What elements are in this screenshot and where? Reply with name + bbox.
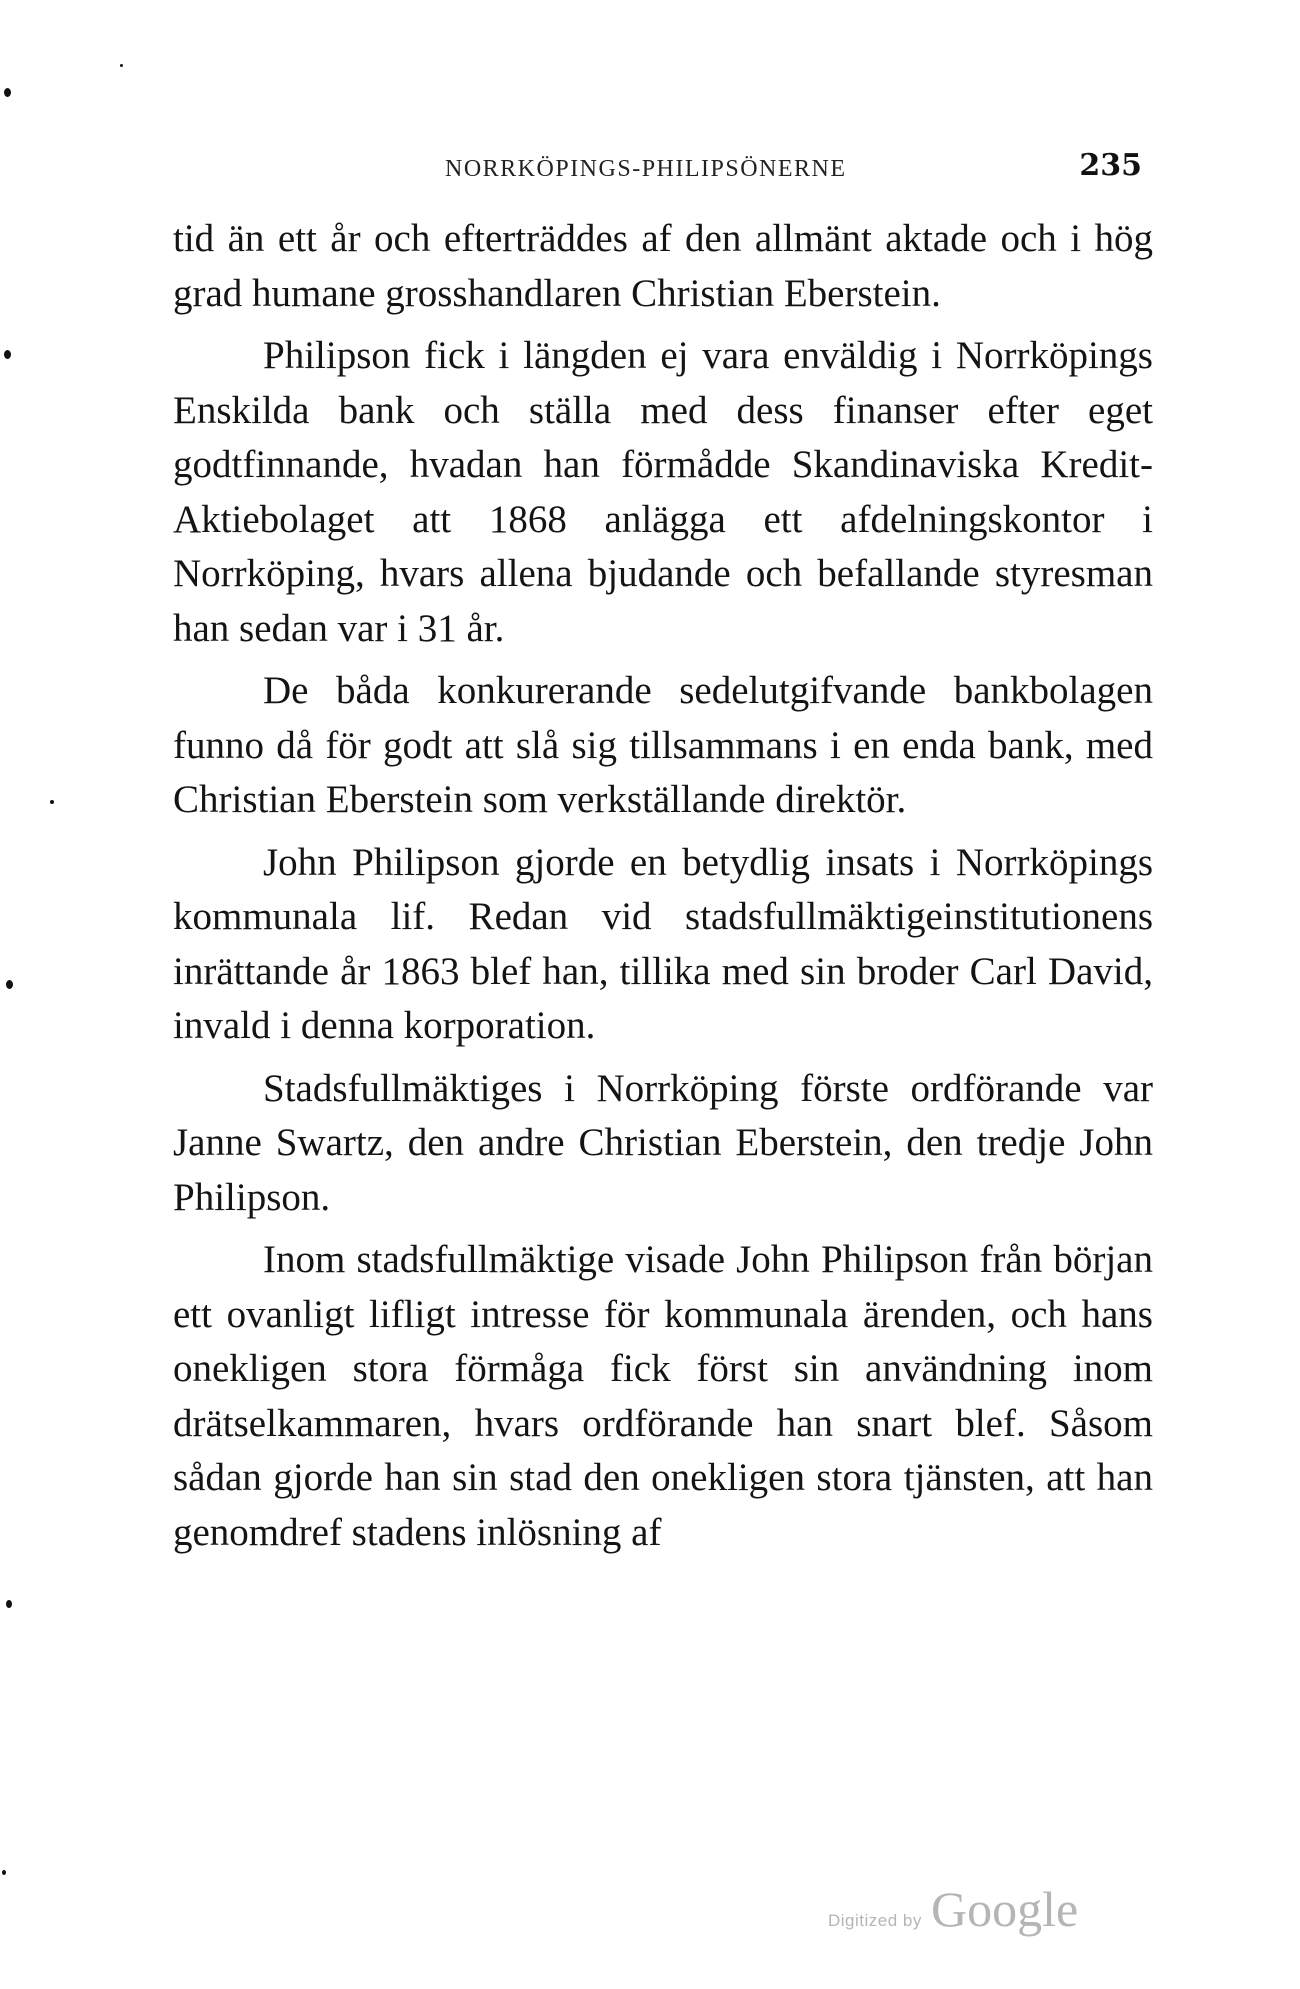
scan-speck bbox=[120, 64, 123, 67]
running-title: NORRKÖPINGS-PHILIPSÖNERNE bbox=[445, 156, 847, 182]
google-logo: Google bbox=[930, 1881, 1079, 1937]
scan-speck bbox=[4, 88, 11, 97]
digitized-by-google-watermark bbox=[828, 1880, 1078, 1940]
paragraph: Philipson fick i längden ej vara enväldig i Norrköpings Enskilda bank och ställa med dess finanser efter eget godtfinnande, hvadan han förmådde Skandinaviska Kredit-Aktiebolaget att 1868 anlägga ett afdelningskontor i Norrköping, hvars allena bjudande och befallande styresman han sedan var i 31 år. bbox=[173, 334, 1153, 650]
paragraph: John Philipson gjorde en betydlig insats i Norrköpings kommunala lif. Redan vid stadsfullmäktigeinstitutionens inrättande år 1863 blef han, tillika med sin broder Carl David, invald i denna korporation. bbox=[173, 840, 1153, 1047]
paragraph: De båda konkurerande sedelutgifvande bankbolagen funno då för godt att slå sig tillsammans i en enda bank, med Christian Eberstein som verkställande direktör. bbox=[173, 669, 1153, 821]
paragraph: Inom stadsfullmäktige visade John Philipson från början ett ovanligt lifligt intresse för kommunala ärenden, och hans onekligen stora förmåga fick först sin användning inom drätselkammaren, hvars ordförande han snart blef. Såsom sådan gjorde han sin stad den onekligen stora tjänsten, att han genomdref stadens inlösning af bbox=[173, 1238, 1153, 1554]
body-text bbox=[173, 212, 1153, 1560]
scan-speck bbox=[6, 1600, 12, 1608]
scan-speck bbox=[6, 980, 13, 989]
scan-speck bbox=[4, 350, 11, 359]
scan-speck bbox=[2, 1870, 6, 1875]
running-head bbox=[175, 148, 1150, 188]
page-number: 235 bbox=[1079, 148, 1142, 183]
scan-speck bbox=[50, 800, 54, 804]
paragraph: Stadsfullmäktiges i Norrköping förste ordförande var Janne Swartz, den andre Christian Eberstein, den tredje John Philipson. bbox=[173, 1066, 1153, 1219]
watermark-prefix: Digitized by bbox=[828, 1911, 922, 1930]
paragraph: tid än ett år och efterträddes af den allmänt aktade och i hög grad humane grosshandlaren Christian Eberstein. bbox=[173, 217, 1153, 315]
